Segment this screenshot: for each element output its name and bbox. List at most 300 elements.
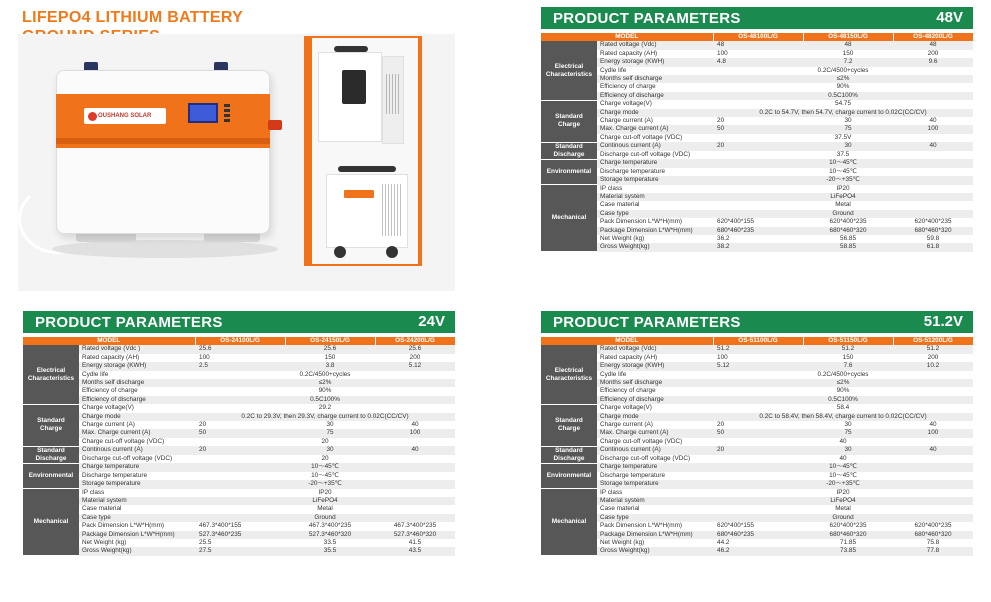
param-value: 5.12 (375, 362, 455, 370)
param-name: Package Dimension L*W*H(mm) (79, 531, 195, 539)
param-name: Efficiency of charge (79, 387, 195, 395)
model-header: MODEL (541, 337, 713, 345)
model-column-header: OS-51200L/G (893, 337, 973, 345)
param-value: 200 (893, 50, 973, 58)
param-name: Gross Weight(kg) (79, 547, 195, 555)
param-name: Rated capacity (AH) (597, 354, 713, 362)
table-row (541, 235, 973, 243)
param-value: LiFePO4 (713, 193, 973, 201)
table-row (541, 505, 973, 513)
param-name: Cydle life (79, 371, 195, 379)
param-value: 40 (893, 117, 973, 125)
param-name: Storage temperature (597, 176, 713, 184)
param-name: Charge cut-off voltage (VDC) (597, 438, 713, 446)
table-row (541, 210, 973, 218)
group-label: Standard Discharge (541, 142, 597, 159)
param-name: IP class (597, 185, 713, 193)
param-value: -20～+35℃ (713, 480, 973, 488)
param-name: Net Weight (kg) (597, 235, 713, 243)
param-name: Energy storage (KWH) (597, 58, 713, 66)
table-row (23, 480, 455, 488)
param-name: Rated capacity (AH) (79, 354, 195, 362)
battery-buttons-icon (224, 104, 230, 124)
model-column-header: OS-24150L/G (285, 337, 375, 345)
table-row (541, 371, 973, 379)
param-value: 50 (195, 429, 285, 437)
param-value: 73.85 (803, 547, 893, 555)
param-value: 90% (713, 83, 973, 91)
table-row (541, 480, 973, 488)
param-name: Gross Weight(kg) (597, 547, 713, 555)
group-label: Standard Discharge (541, 446, 597, 463)
param-value: 467.3*400*235 (285, 522, 375, 530)
table-row (23, 472, 455, 480)
param-value: 37.5V (713, 134, 973, 142)
param-value: 35.5 (285, 547, 375, 555)
param-value: 7.6 (803, 362, 893, 370)
param-name: Discharge temperature (79, 472, 195, 480)
battery-port-icon (268, 120, 282, 130)
param-name: Charge temperature (79, 463, 195, 471)
param-value: 527.3*460*320 (285, 531, 375, 539)
table-row (541, 176, 973, 184)
table-row (541, 497, 973, 505)
param-name: Pack Dimension L*W*H(mm) (597, 218, 713, 226)
table-row (541, 58, 973, 66)
param-value: 54.75 (713, 100, 973, 108)
param-value: 56.85 (803, 235, 893, 243)
param-name: Charge temperature (597, 463, 713, 471)
table-row (541, 429, 973, 437)
param-name: Charge mode (597, 109, 713, 117)
param-name: Discharge cut-off voltage (VDC) (597, 455, 713, 464)
group-label: Electrical Characteristics (541, 41, 597, 100)
param-value: 20 (713, 142, 803, 151)
table-row (541, 421, 973, 429)
param-value: 0.2C to 58.4V, then 58.4V, charge current to 0.02C(CC/CV) (713, 413, 973, 421)
group-label: Standard Charge (541, 100, 597, 142)
table-row (23, 438, 455, 446)
battery-display-icon (188, 103, 218, 123)
table-row (23, 463, 455, 471)
param-value: 40 (893, 421, 973, 429)
model-column-header: OS-48100L/G (713, 33, 803, 41)
param-value: 10～45℃ (713, 472, 973, 480)
param-value: 25.6 (195, 345, 285, 353)
param-value: 27.5 (195, 547, 285, 555)
model-column-header: OS-51100L/G (713, 337, 803, 345)
param-name: Discharge temperature (597, 472, 713, 480)
battery-shadow (52, 240, 278, 258)
param-value: 467.3*400*235 (375, 522, 455, 530)
param-name: Charge cut-off voltage (VDC) (597, 134, 713, 142)
model-column-header: OS-48150L/G (803, 33, 893, 41)
table-row (23, 379, 455, 387)
group-label: Environmental (541, 159, 597, 184)
param-value: 10.2 (893, 362, 973, 370)
side-top-vent-icon (386, 74, 400, 114)
param-value: 4.8 (713, 58, 803, 66)
table-row (541, 472, 973, 480)
model-column-header: OS-24100L/G (195, 337, 285, 345)
param-value: 7.2 (803, 58, 893, 66)
param-value: 75 (803, 429, 893, 437)
brand-logo-icon (88, 112, 97, 121)
param-value: 33.5 (285, 539, 375, 547)
param-value: 40 (375, 421, 455, 429)
param-value: IP20 (713, 185, 973, 193)
param-value: 50 (713, 125, 803, 133)
model-header: MODEL (23, 337, 195, 345)
param-value: 75 (285, 429, 375, 437)
param-value: 100 (375, 429, 455, 437)
param-value: 200 (893, 354, 973, 362)
model-column-header: OS-24200L/G (375, 337, 455, 345)
table-row (541, 218, 973, 226)
group-label: Environmental (541, 463, 597, 488)
param-name: Case type (79, 514, 195, 522)
param-value: 30 (285, 446, 375, 455)
param-value: 0.2C/4500+cycles (195, 371, 455, 379)
param-name: Charge voltage(V) (597, 100, 713, 108)
param-value: 10～45℃ (713, 159, 973, 167)
param-value: -20～+35℃ (195, 480, 455, 488)
params-panel-24v (23, 311, 455, 556)
param-value: 620*400*235 (803, 218, 893, 226)
table-row (541, 92, 973, 100)
page-title-line1: LIFEPO4 LITHIUM BATTERY (22, 9, 244, 26)
table-row (541, 413, 973, 421)
param-value: 100 (713, 354, 803, 362)
table-row (541, 438, 973, 446)
param-value: 2.5 (195, 362, 285, 370)
param-name: Storage temperature (597, 480, 713, 488)
param-value: 620*400*235 (893, 522, 973, 530)
param-value: 20 (195, 446, 285, 455)
param-name: Material system (79, 497, 195, 505)
param-value: 43.5 (375, 547, 455, 555)
param-value: 30 (803, 142, 893, 151)
panel-title: PRODUCT PARAMETERS (35, 314, 223, 331)
param-value: 50 (713, 429, 803, 437)
param-name: Months self discharge (597, 379, 713, 387)
param-name: Material system (597, 497, 713, 505)
table-row (23, 413, 455, 421)
param-value: 75.8 (893, 539, 973, 547)
param-value: 20 (713, 117, 803, 125)
table-row (541, 531, 973, 539)
param-value: ≤2% (195, 379, 455, 387)
param-value: ≤2% (713, 379, 973, 387)
param-name: Rated voltage (Vdc) (597, 41, 713, 49)
table-row (541, 151, 973, 160)
param-name: Package Dimension L*W*H(mm) (597, 531, 713, 539)
table-row (541, 134, 973, 142)
param-value: 680*460*320 (803, 531, 893, 539)
param-value: 30 (803, 421, 893, 429)
side-bottom-vent-icon (382, 184, 402, 236)
param-value: 20 (195, 455, 455, 464)
table-row (541, 168, 973, 176)
param-value: 36.2 (713, 235, 803, 243)
panel-voltage: 48V (936, 9, 963, 26)
param-name: Net Weight (kg) (79, 539, 195, 547)
table-row (23, 421, 455, 429)
model-column-header: OS-48200L/G (893, 33, 973, 41)
param-name: Charge voltage(V) (79, 404, 195, 412)
param-value: 3.8 (285, 362, 375, 370)
table-row (23, 497, 455, 505)
param-value: 0.5C100% (713, 92, 973, 100)
param-value: 44.2 (713, 539, 803, 547)
param-name: Rated voltage (Vdc) (597, 345, 713, 353)
param-value: 25.6 (285, 345, 375, 353)
param-value: 51.2 (713, 345, 803, 353)
param-name: IP class (597, 489, 713, 497)
table-row (541, 522, 973, 530)
battery-brand-label: OUSHANG SOLAR (84, 108, 166, 124)
table-row (541, 547, 973, 555)
param-value: 37.5 (713, 151, 973, 160)
param-name: Net Weight (kg) (597, 539, 713, 547)
param-value: Ground (713, 210, 973, 218)
table-row (541, 514, 973, 522)
table-row (541, 446, 973, 455)
param-value: 41.5 (375, 539, 455, 547)
table-row (541, 41, 973, 49)
panel-voltage: 24V (418, 313, 445, 330)
param-value: -20～+35℃ (713, 176, 973, 184)
param-name: Discharge cut-off voltage (VDC) (79, 455, 195, 464)
table-row (541, 159, 973, 167)
param-name: Charge voltage(V) (597, 404, 713, 412)
model-header: MODEL (541, 33, 713, 41)
group-label: Mechanical (541, 489, 597, 556)
table-row (23, 505, 455, 513)
product-photo (18, 34, 455, 291)
table-row (541, 354, 973, 362)
wheel-icon (334, 246, 346, 258)
param-value: IP20 (195, 489, 455, 497)
table-row (541, 67, 973, 75)
param-name: Pack Dimension L*W*H(mm) (597, 522, 713, 530)
param-value: 29.2 (195, 404, 455, 412)
table-row (541, 117, 973, 125)
panel-title: PRODUCT PARAMETERS (553, 314, 741, 331)
spec-table (541, 33, 974, 252)
param-value: 51.2 (893, 345, 973, 353)
param-value: 527.3*460*235 (195, 531, 285, 539)
param-name: Continous current (A) (597, 142, 713, 151)
param-name: Energy storage (KWH) (79, 362, 195, 370)
param-value: 25.6 (375, 345, 455, 353)
table-row (23, 362, 455, 370)
param-name: Material system (597, 193, 713, 201)
param-name: Efficiency of charge (597, 83, 713, 91)
param-value: 150 (803, 50, 893, 58)
table-row (23, 539, 455, 547)
param-name: Continous current (A) (79, 446, 195, 455)
param-value: 30 (285, 421, 375, 429)
param-value: 20 (713, 446, 803, 455)
param-name: Case type (597, 514, 713, 522)
param-value: 9.6 (893, 58, 973, 66)
param-value: 620*400*235 (803, 522, 893, 530)
table-row (23, 547, 455, 555)
param-value: 48 (803, 41, 893, 49)
table-row (23, 387, 455, 395)
param-name: Case material (79, 505, 195, 513)
param-value: 30 (803, 117, 893, 125)
params-panel-51v (541, 311, 973, 556)
param-value: 10～45℃ (195, 472, 455, 480)
param-value: LiFePO4 (195, 497, 455, 505)
table-row (541, 185, 973, 193)
table-row (541, 539, 973, 547)
param-name: Discharge temperature (597, 168, 713, 176)
param-name: Months self discharge (79, 379, 195, 387)
param-name: Package Dimension L*W*H(mm) (597, 227, 713, 235)
param-value: 40 (713, 438, 973, 446)
group-label: Standard Charge (541, 404, 597, 446)
param-value: 58.85 (803, 243, 893, 251)
spec-table (23, 337, 456, 556)
param-name: Rated voltage (Vdc ) (79, 345, 195, 353)
table-row (23, 489, 455, 497)
param-value: ≤2% (713, 75, 973, 83)
param-name: IP class (79, 489, 195, 497)
param-value: Metal (713, 505, 973, 513)
param-name: Energy storage (KWH) (597, 362, 713, 370)
param-value: 10～45℃ (713, 463, 973, 471)
param-value: 0.2C to 29.3V, then 29.3V, charge current to 0.02C(CC/CV) (195, 413, 455, 421)
param-value: 48 (713, 41, 803, 49)
table-row (23, 531, 455, 539)
param-value: 150 (803, 354, 893, 362)
param-value: 5.12 (713, 362, 803, 370)
group-label: Standard Discharge (23, 446, 79, 463)
param-value: 100 (713, 50, 803, 58)
param-value: Ground (713, 514, 973, 522)
table-row (541, 142, 973, 151)
param-name: Max. Charge current (A) (597, 125, 713, 133)
table-row (541, 455, 973, 464)
param-value: 46.2 (713, 547, 803, 555)
param-value: 680*460*320 (893, 531, 973, 539)
param-value: 30 (803, 446, 893, 455)
params-panel-48v (541, 7, 973, 252)
table-row (23, 404, 455, 412)
group-label: Mechanical (541, 185, 597, 252)
param-name: Charge mode (79, 413, 195, 421)
param-value: 680*460*320 (803, 227, 893, 235)
param-name: Charge temperature (597, 159, 713, 167)
param-value: 680*460*235 (713, 227, 803, 235)
param-value: 100 (893, 429, 973, 437)
param-name: Efficiency of discharge (79, 396, 195, 404)
param-value: LiFePO4 (713, 497, 973, 505)
param-value: 620*400*155 (713, 218, 803, 226)
table-row (541, 100, 973, 108)
param-name: Case type (597, 210, 713, 218)
param-value: 20 (195, 438, 455, 446)
table-row (541, 227, 973, 235)
param-value: 150 (285, 354, 375, 362)
param-name: Charge current (A) (79, 421, 195, 429)
param-value: 61.8 (893, 243, 973, 251)
table-row (23, 396, 455, 404)
side-top-control-panel (342, 70, 366, 104)
group-label: Environmental (23, 463, 79, 488)
spec-table (541, 337, 974, 556)
param-name: Charge cut-off voltage (VDC) (79, 438, 195, 446)
param-value: 467.3*400*155 (195, 522, 285, 530)
param-value: Metal (713, 201, 973, 209)
table-row (541, 345, 973, 353)
param-name: Charge current (A) (597, 421, 713, 429)
table-row (541, 489, 973, 497)
param-value: 20 (713, 421, 803, 429)
param-name: Cydle life (597, 371, 713, 379)
table-row (541, 193, 973, 201)
param-value: 0.5C100% (713, 396, 973, 404)
table-row (541, 201, 973, 209)
panel-title: PRODUCT PARAMETERS (553, 10, 741, 27)
table-row (23, 354, 455, 362)
param-value: 25.5 (195, 539, 285, 547)
param-value: 200 (375, 354, 455, 362)
param-name: Max. Charge current (A) (79, 429, 195, 437)
table-row (23, 429, 455, 437)
param-value: 40 (893, 446, 973, 455)
table-row (541, 50, 973, 58)
table-row (23, 455, 455, 464)
param-value: IP20 (713, 489, 973, 497)
param-name: Gross Weight(kg) (597, 243, 713, 251)
param-name: Charge mode (597, 413, 713, 421)
group-label: Electrical Characteristics (541, 345, 597, 404)
group-label: Electrical Characteristics (23, 345, 79, 404)
param-value: 527.3*460*320 (375, 531, 455, 539)
param-name: Efficiency of charge (597, 387, 713, 395)
panel-header (541, 311, 973, 333)
param-value: 71.85 (803, 539, 893, 547)
side-bottom-handle-icon (338, 166, 396, 172)
panel-voltage: 51.2V (923, 313, 963, 330)
param-value: 48 (893, 41, 973, 49)
table-row (23, 522, 455, 530)
param-value: Ground (195, 514, 455, 522)
param-name: Discharge cut-off voltage (VDC) (597, 151, 713, 160)
param-value: 51.2 (803, 345, 893, 353)
side-bottom-logo-icon (344, 190, 374, 198)
table-row (541, 396, 973, 404)
group-label: Mechanical (23, 489, 79, 556)
table-row (541, 125, 973, 133)
table-row (541, 379, 973, 387)
wheel-icon (386, 246, 398, 258)
table-row (541, 109, 973, 117)
param-value: 100 (195, 354, 285, 362)
param-name: Pack Dimension L*W*H(mm) (79, 522, 195, 530)
model-column-header: OS-51150L/G (803, 337, 893, 345)
table-row (23, 371, 455, 379)
param-name: Rated capacity (AH) (597, 50, 713, 58)
group-label: Standard Charge (23, 404, 79, 446)
param-value: 58.4 (713, 404, 973, 412)
table-row (541, 463, 973, 471)
param-value: 620*400*155 (713, 522, 803, 530)
